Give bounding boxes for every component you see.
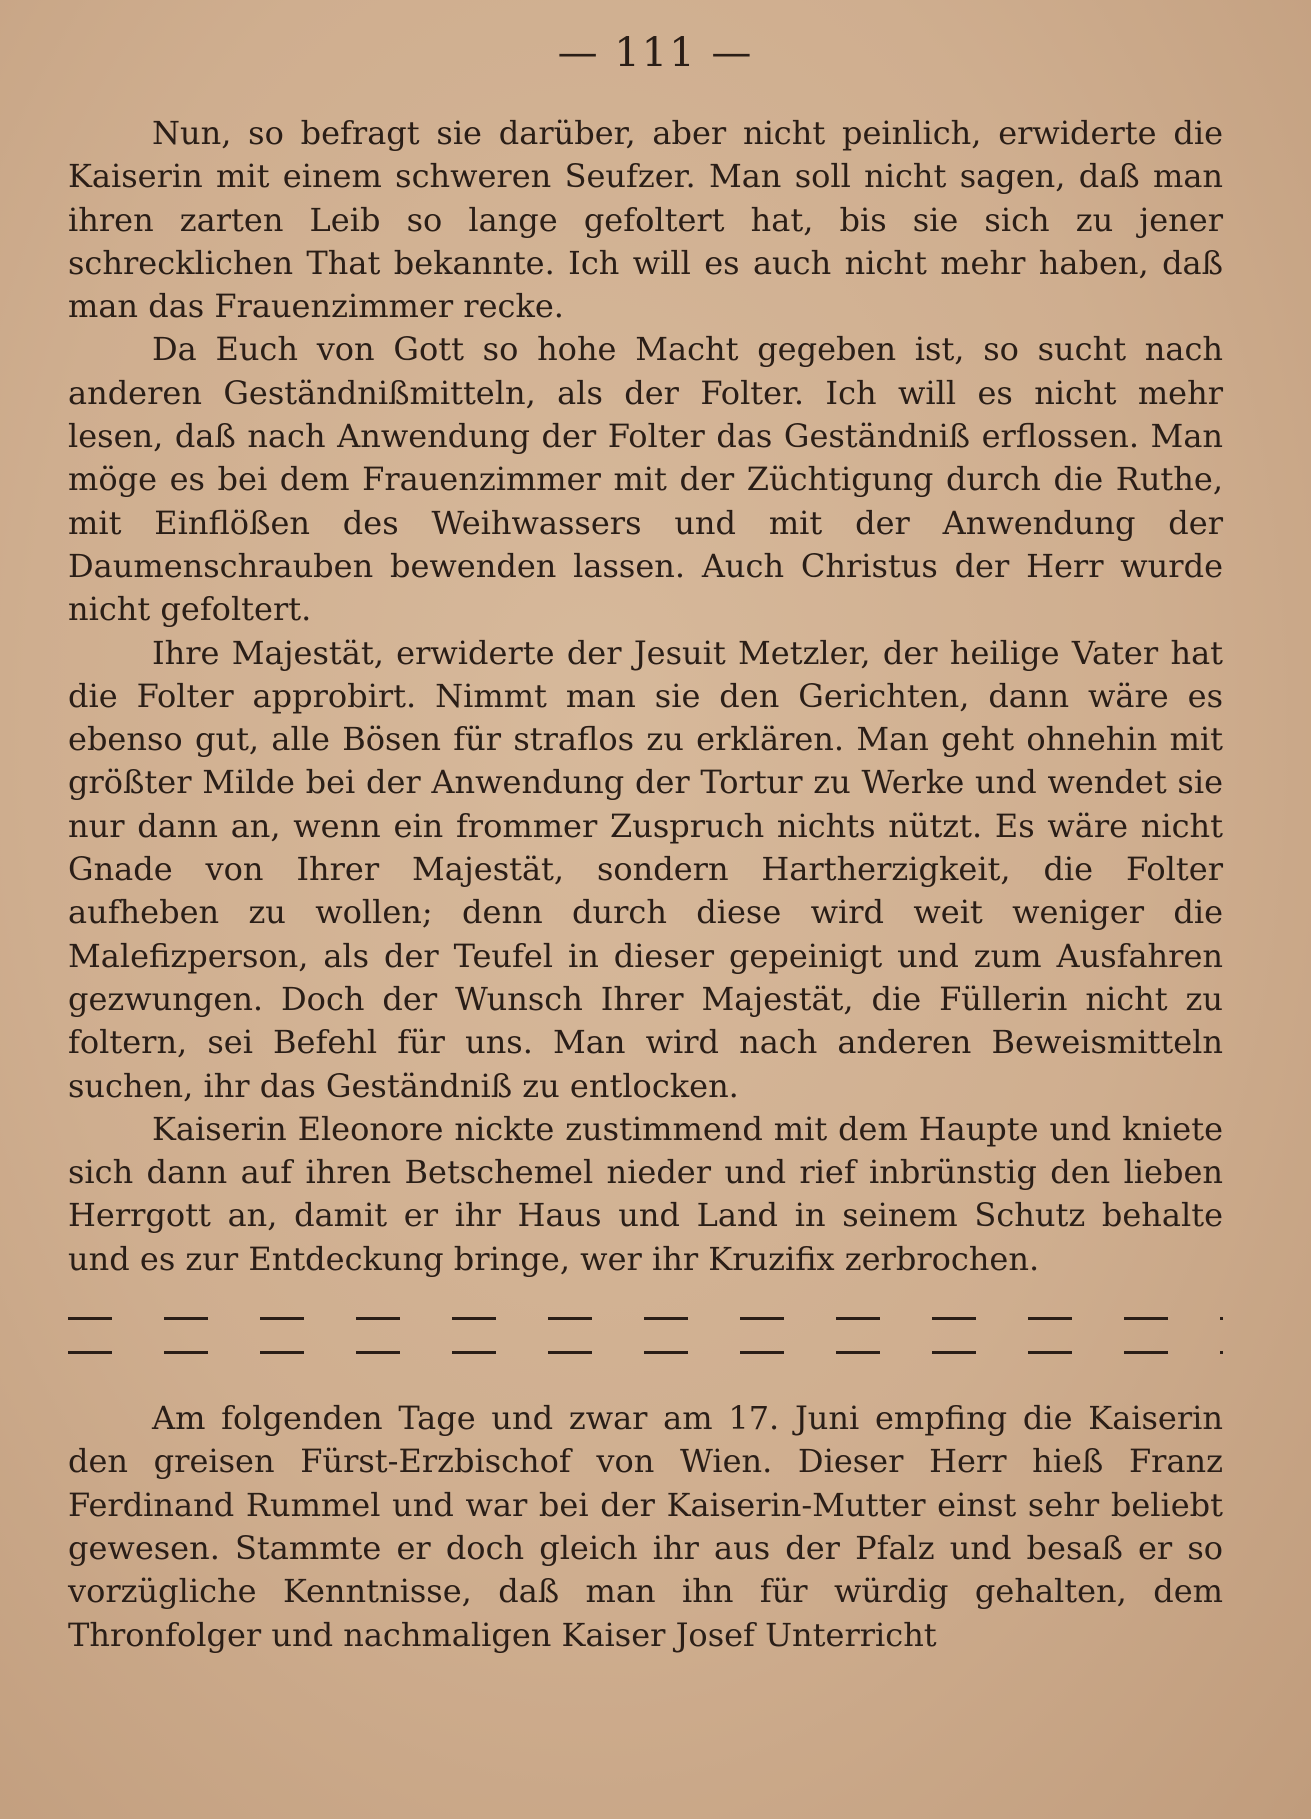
paragraph: Da Euch von Gott so hohe Macht gegeben ist, so sucht nach anderen Geständnißmitteln, als der Folter. Ich will es nicht mehr lesen, daß nach Anwendung der Folter das Geständniß erflossen. Man möge es bei dem Frauenzimmer mit der Züchtigung durch die Ruthe, mit Einflößen des Weihwassers und mit der Anwendung der Daumenschrauben bewenden lassen. Auch Christus der Herr wurde nicht gefoltert.: [68, 330, 1223, 629]
paragraph: Kaiserin Eleonore nickte zustimmend mit dem Haupte und kniete sich dann auf ihren Betschemel nieder und rief inbrünstig den lieben Herrgott an, damit er ihr Haus und Land in seinem Schutz behalte und es zur Entdeckung bringe, wer ihr Kruzifix zerbrochen.: [68, 1109, 1223, 1278]
page-body: [68, 112, 1223, 1657]
paragraph: Am folgenden Tage und zwar am 17. Juni empfing die Kaiserin den greisen Fürst-Erzbischof von Wien. Dieser Herr hieß Franz Ferdinand Rummel und war bei der Kaiserin-Mutter einst sehr beliebt gewesen. Stammte er doch gleich ihr aus der Pfalz und besaß er so vorzügliche Kenntnisse, daß man ihn für würdig gehalten, dem Thronfolger und nachmaligen Kaiser Josef Unterricht: [68, 1399, 1223, 1654]
section-divider: [68, 1311, 1223, 1345]
paragraph: Nun, so befragt sie darüber, aber nicht peinlich, erwiderte die Kaiserin mit einem schweren Seufzer. Man soll nicht sagen, daß man ihren zarten Leib so lange gefoltert hat, bis sie sich zu jener schrecklichen That bekannte. Ich will es auch nicht mehr haben, daß man das Frauenzimmer recke.: [68, 114, 1223, 326]
section-divider: [68, 1345, 1223, 1379]
paragraph: Ihre Majestät, erwiderte der Jesuit Metzler, der heilige Vater hat die Folter approbirt. Nimmt man sie den Gerichten, dann wäre es ebenso gut, alle Bösen für straflos zu erklären. Man geht ohnehin mit größter Milde bei der Anwendung der Tortur zu Werke und wendet sie nur dann an, wenn ein frommer Zuspruch nichts nützt. Es wäre nicht Gnade von Ihrer Majestät, sondern Hartherzigkeit, die Folter aufheben zu wollen; denn durch diese wird weit weniger die Malefizperson, als der Teufel in dieser gepeinigt und zum Ausfahren gezwungen. Doch der Wunsch Ihrer Majestät, die Füllerin nicht zu foltern, sei Befehl für uns. Man wird nach anderen Beweismitteln suchen, ihr das Geständniß zu entlocken.: [68, 633, 1223, 1105]
page-number: — 111 —: [557, 30, 754, 76]
